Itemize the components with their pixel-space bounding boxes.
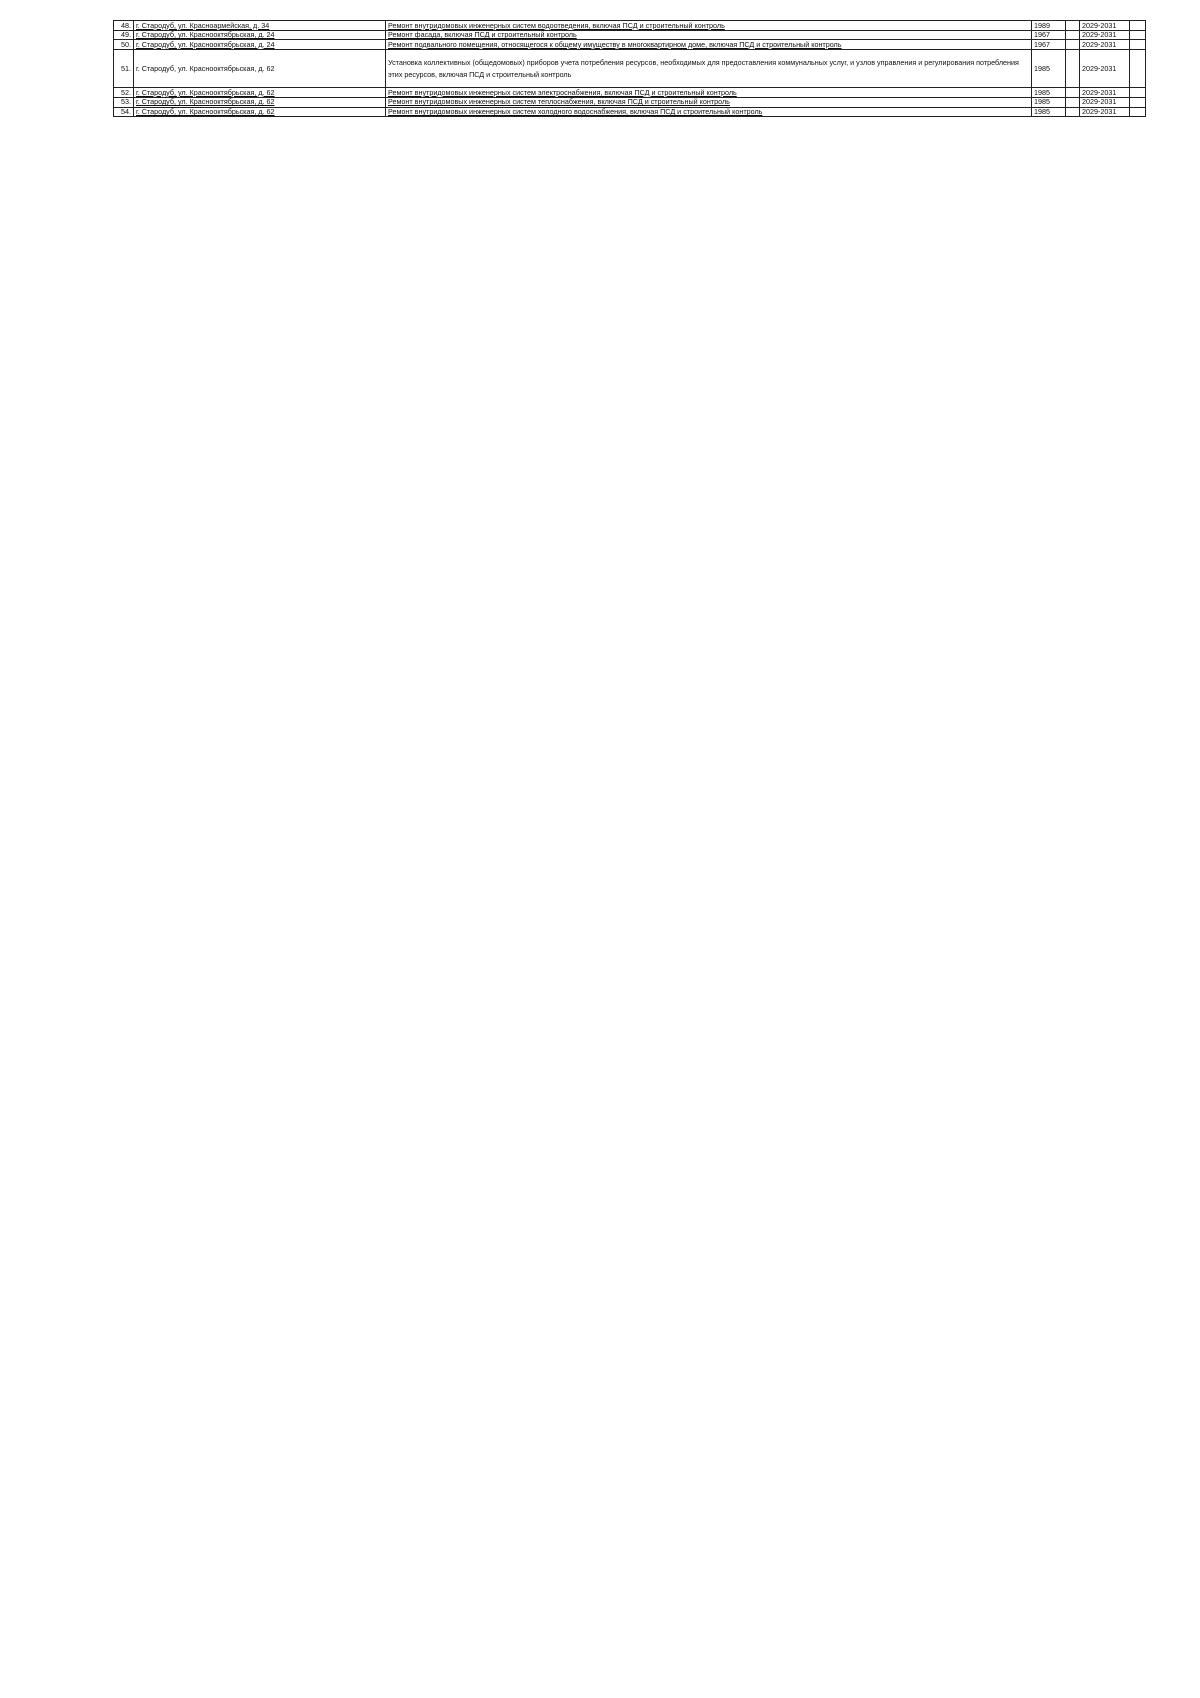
row-number: 52. — [114, 88, 134, 98]
repair-period-cell: 2029-2031 — [1080, 97, 1130, 107]
empty-cell — [1130, 30, 1146, 40]
empty-cell — [1066, 88, 1080, 98]
repair-period-cell: 2029-2031 — [1080, 88, 1130, 98]
work-type-cell: Ремонт внутридомовых инженерных систем водоотведения, включая ПСД и строительный контроль — [386, 21, 1032, 31]
commission-year-cell: 1985 — [1032, 107, 1066, 117]
empty-cell — [1066, 97, 1080, 107]
work-type-cell: Установка коллективных (общедомовых) приборов учета потребления ресурсов, необходимых для предоставления коммунальных услуг, и узлов управления и регулирования потребления этих ресурсов, включая ПСД и строительный контроль — [386, 49, 1032, 88]
table-row — [114, 21, 1146, 31]
commission-year-cell: 1985 — [1032, 49, 1066, 88]
empty-cell — [1066, 49, 1080, 88]
address-cell: г. Стародуб, ул. Краснооктябрьская, д. 24 — [134, 40, 386, 50]
repair-period-cell: 2029-2031 — [1080, 107, 1130, 117]
row-number: 49. — [114, 30, 134, 40]
empty-cell — [1066, 40, 1080, 50]
commission-year-cell: 1985 — [1032, 97, 1066, 107]
table-row — [114, 49, 1146, 88]
address-cell: г. Стародуб, ул. Краснооктябрьская, д. 62 — [134, 88, 386, 98]
row-number: 54. — [114, 107, 134, 117]
empty-cell — [1130, 97, 1146, 107]
document-sheet — [113, 20, 1145, 117]
table-row — [114, 107, 1146, 117]
repair-period-cell: 2029-2031 — [1080, 40, 1130, 50]
row-number: 48. — [114, 21, 134, 31]
commission-year-cell: 1967 — [1032, 40, 1066, 50]
row-number: 53. — [114, 97, 134, 107]
empty-cell — [1130, 40, 1146, 50]
table-body — [114, 21, 1146, 117]
empty-cell — [1066, 107, 1080, 117]
commission-year-cell: 1967 — [1032, 30, 1066, 40]
table-row — [114, 88, 1146, 98]
repair-period-cell: 2029-2031 — [1080, 30, 1130, 40]
housing-repair-table — [113, 20, 1146, 117]
work-type-cell: Ремонт внутридомовых инженерных систем электроснабжения, включая ПСД и строительный контроль — [386, 88, 1032, 98]
address-cell: г. Стародуб, ул. Краснооктябрьская, д. 62 — [134, 49, 386, 88]
repair-period-cell: 2029-2031 — [1080, 49, 1130, 88]
work-type-cell: Ремонт фасада, включая ПСД и строительный контроль — [386, 30, 1032, 40]
empty-cell — [1066, 30, 1080, 40]
address-cell: г. Стародуб, ул. Красноармейская, д. 34 — [134, 21, 386, 31]
table-row — [114, 40, 1146, 50]
address-cell: г. Стародуб, ул. Краснооктябрьская, д. 62 — [134, 107, 386, 117]
address-cell: г. Стародуб, ул. Краснооктябрьская, д. 24 — [134, 30, 386, 40]
empty-cell — [1130, 88, 1146, 98]
row-number: 50. — [114, 40, 134, 50]
empty-cell — [1130, 49, 1146, 88]
table-row — [114, 97, 1146, 107]
work-type-cell: Ремонт внутридомовых инженерных систем холодного водоснабжения, включая ПСД и строительный контроль — [386, 107, 1032, 117]
row-number: 51. — [114, 49, 134, 88]
empty-cell — [1130, 21, 1146, 31]
table-row — [114, 30, 1146, 40]
repair-period-cell: 2029-2031 — [1080, 21, 1130, 31]
commission-year-cell: 1985 — [1032, 88, 1066, 98]
work-type-cell: Ремонт внутридомовых инженерных систем теплоснабжения, включая ПСД и строительный контроль — [386, 97, 1032, 107]
commission-year-cell: 1989 — [1032, 21, 1066, 31]
empty-cell — [1066, 21, 1080, 31]
address-cell: г. Стародуб, ул. Краснооктябрьская, д. 62 — [134, 97, 386, 107]
empty-cell — [1130, 107, 1146, 117]
work-type-cell: Ремонт подвального помещения, относящегося к общему имуществу в многоквартирном доме, включая ПСД и строительный контроль — [386, 40, 1032, 50]
